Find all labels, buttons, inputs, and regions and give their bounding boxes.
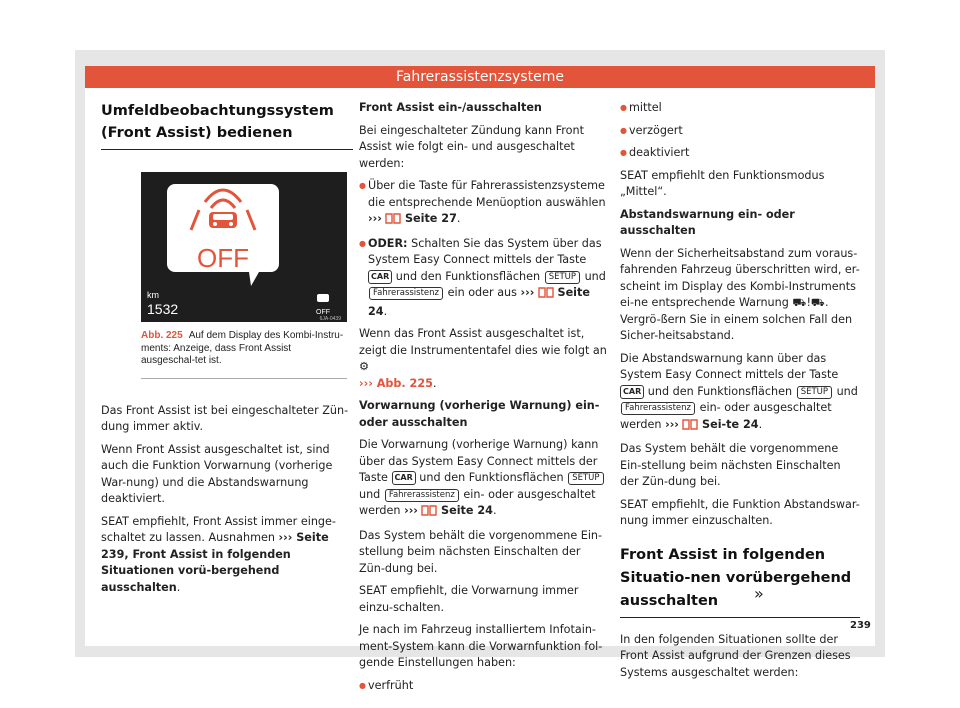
column-2 xyxy=(359,100,607,700)
list-item: ● deaktiviert xyxy=(620,145,860,162)
heading-front-assist-bedienen: Umfeldbeobachtungssystem (Front Assist) bedienen xyxy=(101,100,353,150)
car-key: CAR xyxy=(392,471,416,485)
paragraph: SEAT empfiehlt, die Vorwarnung immer einzu-schalten. xyxy=(359,584,579,614)
fahrerassistenz-key: Fahrerassistenz xyxy=(385,489,459,502)
km-label: km xyxy=(147,290,159,300)
text: ein- oder ausgeschaltet werden xyxy=(620,401,832,431)
list-item: ● verzögert xyxy=(620,123,860,140)
setup-key: SETUP xyxy=(797,386,832,399)
link-arrows: ››› xyxy=(368,212,382,225)
fahrerassistenz-key: Fahrerassistenz xyxy=(369,287,443,300)
link-arrows: ››› xyxy=(520,286,535,299)
paragraph: In den folgenden Situationen sollte der Front Assist aufgrund der Grenzen dieses Systems ausgeschaltet werden: xyxy=(620,632,851,679)
book-icon xyxy=(538,286,554,304)
distance-warning-icon: ⛟!⛟ xyxy=(792,296,826,309)
setup-key: SETUP xyxy=(568,472,603,485)
page-reference-link[interactable]: Seite 24 xyxy=(368,286,590,318)
text: . xyxy=(176,580,181,594)
heading-front-assist-vorubergehend: Front Assist in folgenden Situatio-nen vorübergehend ausschalten xyxy=(620,544,860,618)
cross-reference-link[interactable]: ››› Seite 239, Front Assist in folgenden Situationen vorü-bergehend ausschalten xyxy=(101,531,329,594)
link-arrows: ››› xyxy=(404,504,418,517)
paragraph: Wenn Front Assist ausgeschaltet ist, sind auch die Funktion Vorwarnung (vorherige War-nung) und die Abstandswarnung deaktiviert. xyxy=(101,442,333,505)
subheading-on-off: Front Assist ein-/ausschalten xyxy=(359,101,542,114)
paragraph: Das Front Assist ist bei eingeschalteter Zün-dung immer aktiv. xyxy=(101,403,349,433)
car-key: CAR xyxy=(368,270,392,284)
front-assist-icon: ⚙ xyxy=(359,360,370,373)
text: Über die Taste für Fahrerassistenzsysteme die entsprechende Menüoption auswählen xyxy=(368,179,606,209)
subheading-abstandswarnung: Abstandswarnung ein- oder ausschalten xyxy=(620,207,795,237)
book-icon xyxy=(682,418,698,436)
column-1 xyxy=(101,100,353,602)
text: Die Abstandswarnung kann über das System Easy Connect mittels der Taste xyxy=(620,351,839,381)
paragraph: SEAT empfiehlt den Funktionsmodus „Mittel“. xyxy=(620,168,825,198)
small-off-label: OFF xyxy=(316,309,330,316)
page-reference-link[interactable]: Seite 27 xyxy=(404,212,457,225)
figure-reference-link[interactable]: ››› Abb. 225 xyxy=(359,376,433,390)
text: und xyxy=(836,384,858,398)
text: SEAT empfiehlt, Front Assist immer einge-schaltet zu lassen. Ausnahmen xyxy=(101,514,336,544)
section-header: Fahrerassistenzsysteme xyxy=(85,66,875,88)
paragraph: Je nach im Fahrzeug installiertem Infotain-ment-System kann die Vorwarnfunktion fol-gende Einstellungen haben: xyxy=(359,623,603,669)
text: und xyxy=(359,487,384,501)
book-icon xyxy=(421,504,437,522)
front-assist-small-icon xyxy=(317,294,329,302)
caption-text: Auf dem Display des Kombi-Instru-ments: Anzeige, dass Front Assist ausgeschal-tet ist. xyxy=(141,330,344,366)
paragraph xyxy=(620,246,860,345)
setup-key: SETUP xyxy=(545,271,580,284)
subheading-vorwarnung: Vorwarnung (vorherige Warnung) ein- oder ausschalten xyxy=(359,399,600,429)
fahrerassistenz-key: Fahrerassistenz xyxy=(621,402,695,415)
paragraph: Das System behält die vorgenommene Ein-stellung beim nächsten Einschalten der Zün-dung bei. xyxy=(359,528,603,575)
page-reference-link[interactable]: Seite 24 xyxy=(441,504,493,517)
figure-caption xyxy=(141,322,347,379)
paragraph: Bei eingeschalteter Zündung kann Front Assist wie folgt ein- und ausgeschaltet werden: xyxy=(359,123,584,170)
text: Schalten Sie das System über das System Easy Connect mittels der Taste xyxy=(368,236,602,266)
text: ODER: xyxy=(368,236,408,250)
figure-225 xyxy=(141,172,347,322)
text: und xyxy=(584,269,606,283)
text: Die Vorwarnung (vorherige Warnung) kann über das System Easy Connect mittels der Taste xyxy=(359,438,599,484)
link-arrows: ››› xyxy=(665,417,679,431)
instrument-display-illustration xyxy=(141,172,347,322)
paragraph xyxy=(101,514,353,597)
page-reference-link[interactable]: Sei-te 24 xyxy=(702,417,759,431)
paragraph: Das System behält die vorgenommene Ein-stellung beim nächsten Einschalten der Zün-dung bei. xyxy=(620,442,841,488)
continue-marker: » xyxy=(754,584,764,603)
text: Wenn der Sicherheitsabstand zum voraus-fahrenden Fahrzeug überschritten wird, er-scheint im Display des Kombi-Instruments ei-ne entsprechende Warnung xyxy=(620,246,860,309)
list-item: ● ODER: Schalten Sie das System über das System Easy Connect mittels der Taste CAR und den Funktionsflächen SETUP und Fahrerassistenz ein oder aus ››› Seite 24. xyxy=(359,236,607,321)
text: und den Funktionsflächen xyxy=(419,471,568,484)
paragraph: Die Vorwarnung (vorherige Warnung) kann über das System Easy Connect mittels der Taste CAR und den Funktionsflächen SETUP und Fahrerassistenz ein- oder ausgeschaltet werden ››› Seite 24. xyxy=(359,437,607,522)
column-3 xyxy=(620,100,860,687)
off-label: OFF xyxy=(197,243,249,273)
caption-label: Abb. 225 xyxy=(141,330,183,341)
page-number: 239 xyxy=(850,620,871,631)
list-item: ● Über die Taste für Fahrerassistenzsysteme die entsprechende Menüoption auswählen ››› Seite 27. xyxy=(359,178,607,230)
list-item: ● verfrüht xyxy=(359,678,607,695)
figure-ref: 6JA-0439 xyxy=(319,316,341,322)
text: und den Funktionsflächen xyxy=(647,384,796,398)
paragraph: Die Abstandswarnung kann über das System Easy Connect mittels der Taste CAR und den Funktionsflächen SETUP und Fahrerassistenz ein- oder ausgeschaltet werden ››› Sei-te 24. xyxy=(620,351,860,436)
text: und den Funktionsflächen xyxy=(395,269,544,283)
km-value: 1532 xyxy=(147,301,179,317)
list-item: ● mittel xyxy=(620,100,860,117)
text: . Vergrö-ßern Sie in einem solchen Fall den Sicher-heitsabstand. xyxy=(620,296,853,342)
paragraph: SEAT empfiehlt, die Funktion Abstandswar-nung immer einzuschalten. xyxy=(620,497,860,527)
paragraph: Wenn das Front Assist ausgeschaltet ist, zeigt die Instrumententafel dies wie folgt an ⚙ ››› Abb. 225. xyxy=(359,327,607,390)
car-key: CAR xyxy=(620,385,644,399)
text: ein oder aus xyxy=(447,286,521,299)
page-body xyxy=(85,88,875,692)
text: ein- oder ausgeschaltet werden xyxy=(359,487,596,517)
text: Wenn das Front Assist ausgeschaltet ist, zeigt die Instrumententafel dies wie folgt an xyxy=(359,327,607,357)
book-icon xyxy=(385,212,401,230)
